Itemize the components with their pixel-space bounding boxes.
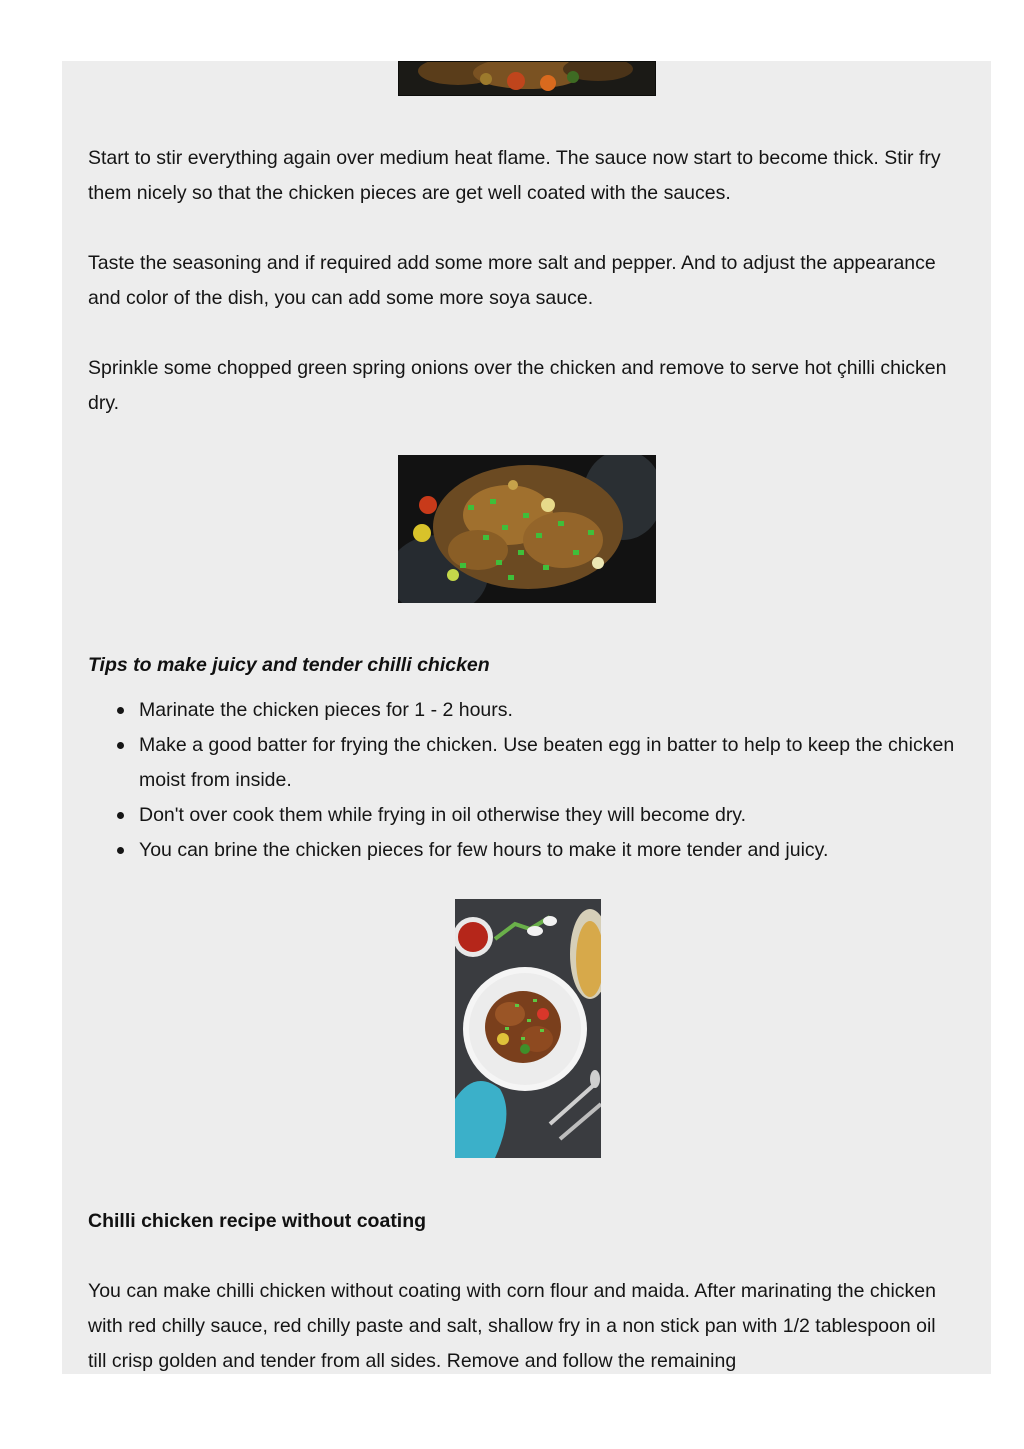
tips-item-text: Don't over cook them while frying in oil otherwise they will become dry. xyxy=(139,804,747,826)
bullet-icon xyxy=(117,742,124,749)
article-content-panel xyxy=(62,61,991,1374)
stir-paragraph: Start to stir everything again over medium heat flame. The sauce now start to become thick. Stir fry them nicely so that the chicken pieces are get well coated with the sauces. xyxy=(88,147,941,204)
bullet-icon xyxy=(117,812,124,819)
dish-photo-plated-image xyxy=(455,899,601,1158)
tips-heading: Tips to make juicy and tender chilli chicken xyxy=(88,654,490,676)
tips-item-text: Marinate the chicken pieces for 1 - 2 hours. xyxy=(139,699,513,721)
tips-list-item xyxy=(139,728,991,798)
dish-photo-plated xyxy=(455,899,601,1158)
tips-item-text: You can brine the chicken pieces for few hours to make it more tender and juicy. xyxy=(139,839,829,861)
dish-photo-middle xyxy=(398,455,656,603)
tips-list xyxy=(88,693,991,868)
tips-item-text: Make a good batter for frying the chicken. Use beaten egg in batter to help to keep the chicken moist from inside. xyxy=(139,734,955,791)
dish-photo-top-image xyxy=(398,61,656,96)
no-coating-paragraph: You can make chilli chicken without coating with corn flour and maida. After marinating the chicken with red chilly sauce, red chilly paste and salt, shallow fry in a non stick pan with 1/2 tablespoon oil till crisp golden and tender from all sides. Remove and follow the remaining xyxy=(88,1280,936,1372)
tips-list-item xyxy=(139,693,991,728)
no-coating-heading: Chilli chicken recipe without coating xyxy=(88,1210,427,1232)
sprinkle-paragraph: Sprinkle some chopped green spring onions over the chicken and remove to serve hot çhilli chicken dry. xyxy=(88,357,947,414)
tips-list-item xyxy=(139,798,991,833)
dish-photo-top xyxy=(398,61,656,96)
taste-paragraph: Taste the seasoning and if required add some more salt and pepper. And to adjust the appearance and color of the dish, you can add some more soya sauce. xyxy=(88,252,936,309)
bullet-icon xyxy=(117,847,124,854)
dish-photo-middle-image xyxy=(398,455,656,603)
tips-list-item xyxy=(139,833,991,868)
bullet-icon xyxy=(117,707,124,714)
